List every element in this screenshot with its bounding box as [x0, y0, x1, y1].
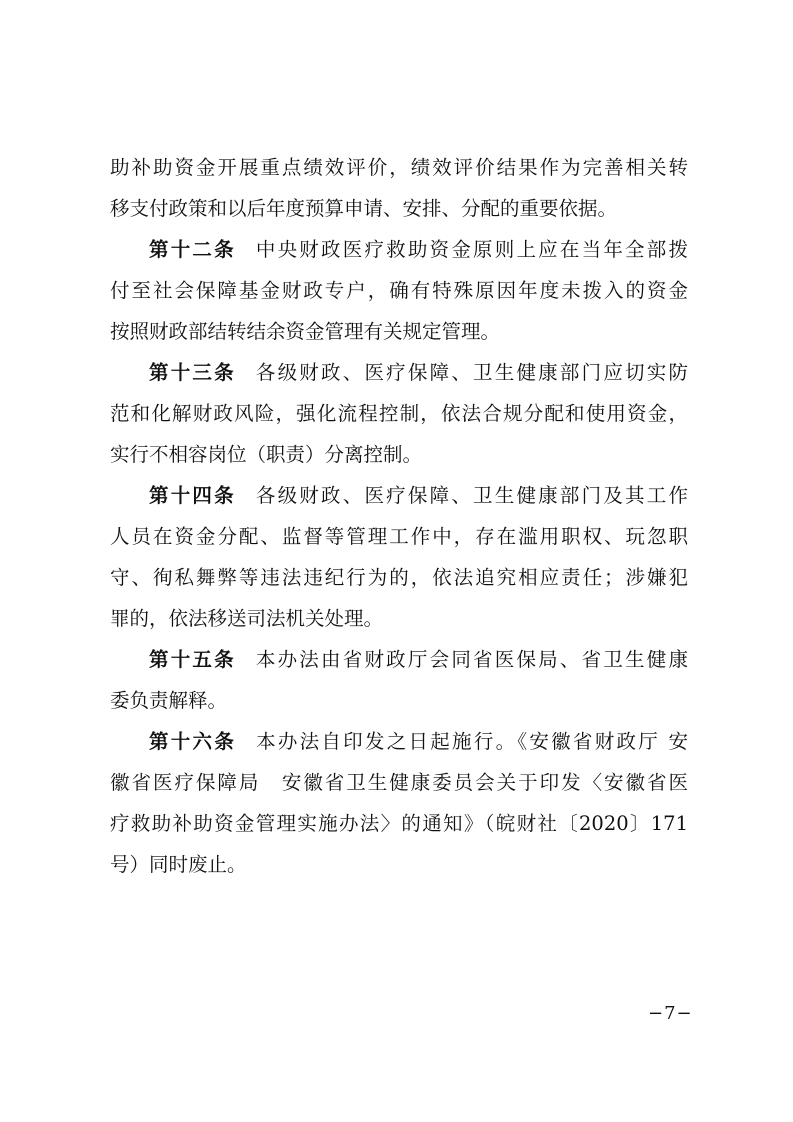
document-body: [110, 147, 688, 885]
text-line: 助补助资金开展重点绩效评价，绩效评价结果作为完善相关转: [110, 156, 688, 179]
article-number: 第十五条: [149, 648, 236, 671]
article-text: 本办法自印发之日起施行。《安徽省财政厅 安: [256, 730, 688, 753]
article-number: 第十三条: [149, 361, 236, 384]
page-number: −7−: [648, 1003, 693, 1024]
text-line: 徽省医疗保障局 安徽省卫生健康委员会关于印发〈安徽省医: [110, 771, 688, 794]
text-line: 人员在资金分配、监督等管理工作中，存在滥用职权、玩忽职: [110, 525, 688, 548]
text-line: 范和化解财政风险，强化流程控制，依法合规分配和使用资金，: [110, 402, 688, 425]
article-number: 第十四条: [149, 484, 236, 507]
article-first-line: [110, 352, 688, 393]
article-text: 各级财政、医疗保障、卫生健康部门应切实防: [255, 361, 688, 384]
text-line: 疗救助补助资金管理实施办法〉的通知》（皖财社〔2020〕171: [110, 812, 688, 835]
text-line: 委负责解释。: [110, 689, 228, 712]
article-first-line: [110, 639, 688, 680]
article-text: 各级财政、医疗保障、卫生健康部门及其工作: [255, 484, 688, 507]
text-line: 按照财政部结转结余资金管理有关规定管理。: [110, 320, 501, 343]
article-text: 本办法由省财政厅会同省医保局、省卫生健康: [255, 648, 688, 671]
article-number: 第十六条: [149, 730, 237, 753]
article-text: 中央财政医疗救助资金原则上应在当年全部拨: [255, 238, 688, 261]
text-line: 移支付政策和以后年度预算申请、安排、分配的重要依据。: [110, 197, 618, 220]
article-first-line: [110, 475, 688, 516]
text-line: 守、徇私舞弊等违法违纪行为的，依法追究相应责任；涉嫌犯: [110, 566, 688, 589]
article-first-line: [110, 721, 688, 762]
text-line: 实行不相容岗位（职责）分离控制。: [110, 443, 423, 466]
article-number: 第十二条: [149, 238, 236, 261]
article-first-line: [110, 229, 688, 270]
text-line: 付至社会保障基金财政专户，确有特殊原因年度未拨入的资金: [110, 279, 688, 302]
text-line: 号）同时废止。: [110, 853, 247, 876]
text-line: 罪的，依法移送司法机关处理。: [110, 607, 384, 630]
